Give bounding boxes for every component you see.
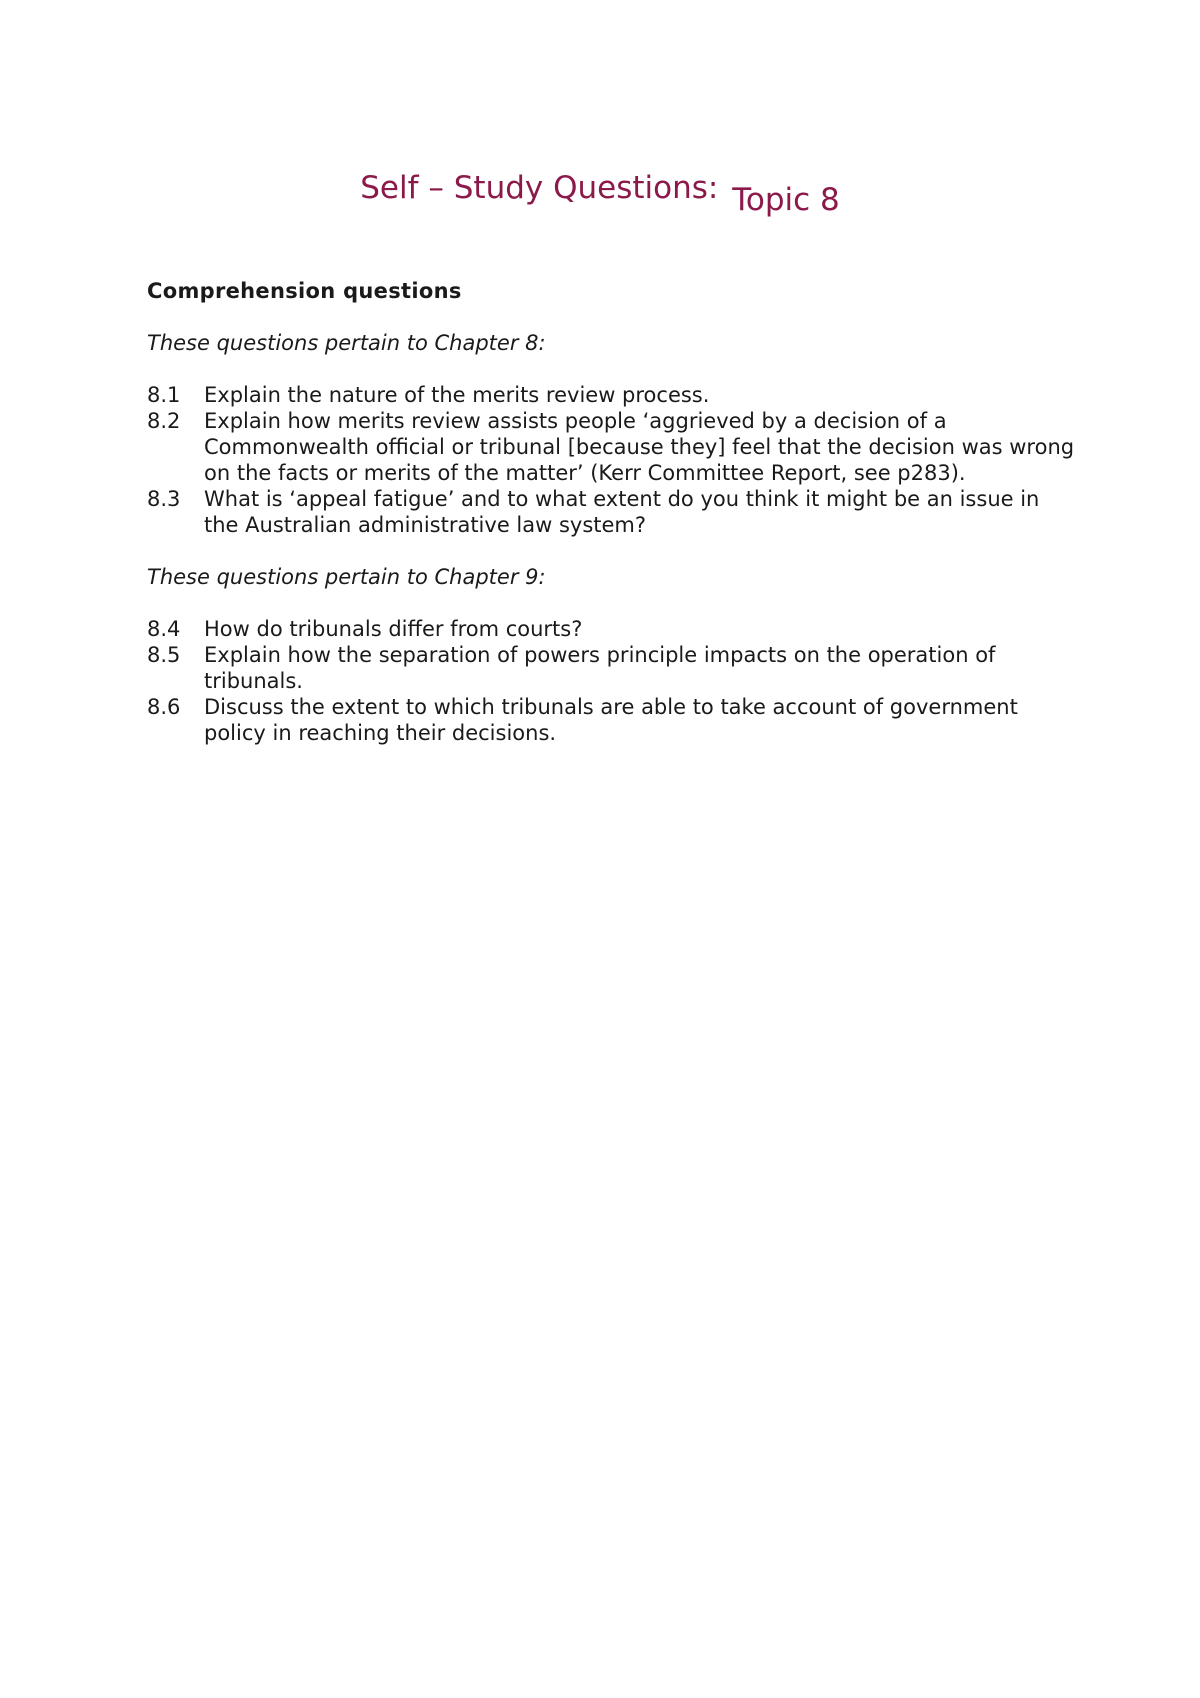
question-list <box>147 616 1077 746</box>
question-number: 8.4 <box>147 617 181 641</box>
question-text: Explain the nature of the merits review process. <box>204 383 710 407</box>
title-main: Self – Study Questions: <box>360 170 719 206</box>
chapter-intro: These questions pertain to Chapter 8: <box>147 331 546 355</box>
question-list <box>147 382 1077 538</box>
question-text: Explain how the separation of powers principle impacts on the operation of tribunals. <box>204 643 996 693</box>
document-title <box>0 170 1200 218</box>
question-number: 8.1 <box>147 383 181 407</box>
question-text: Explain how merits review assists people ‘aggrieved by a decision of a Commonwealth official or tribunal [because they] feel that the decision was wrong on the facts or merits of the matter’ (Kerr Committee Report, see p283). <box>204 409 1075 485</box>
question-item <box>147 642 1077 694</box>
question-item <box>147 694 1077 746</box>
question-text: What is ‘appeal fatigue’ and to what extent do you think it might be an issue in the Australian administrative law system? <box>204 487 1040 537</box>
question-number: 8.5 <box>147 643 181 667</box>
document-body <box>147 278 1077 772</box>
question-text: Discuss the extent to which tribunals are able to take account of government policy in reaching their decisions. <box>204 695 1018 745</box>
question-item <box>147 408 1077 486</box>
question-number: 8.2 <box>147 409 181 433</box>
chapter-intro: These questions pertain to Chapter 9: <box>147 565 546 589</box>
question-item <box>147 382 1077 408</box>
question-number: 8.6 <box>147 695 181 719</box>
question-number: 8.3 <box>147 487 181 511</box>
question-text: How do tribunals differ from courts? <box>204 617 583 641</box>
question-item <box>147 486 1077 538</box>
question-item <box>147 616 1077 642</box>
section-heading: Comprehension questions <box>147 279 462 303</box>
title-topic: Topic 8 <box>732 182 840 218</box>
